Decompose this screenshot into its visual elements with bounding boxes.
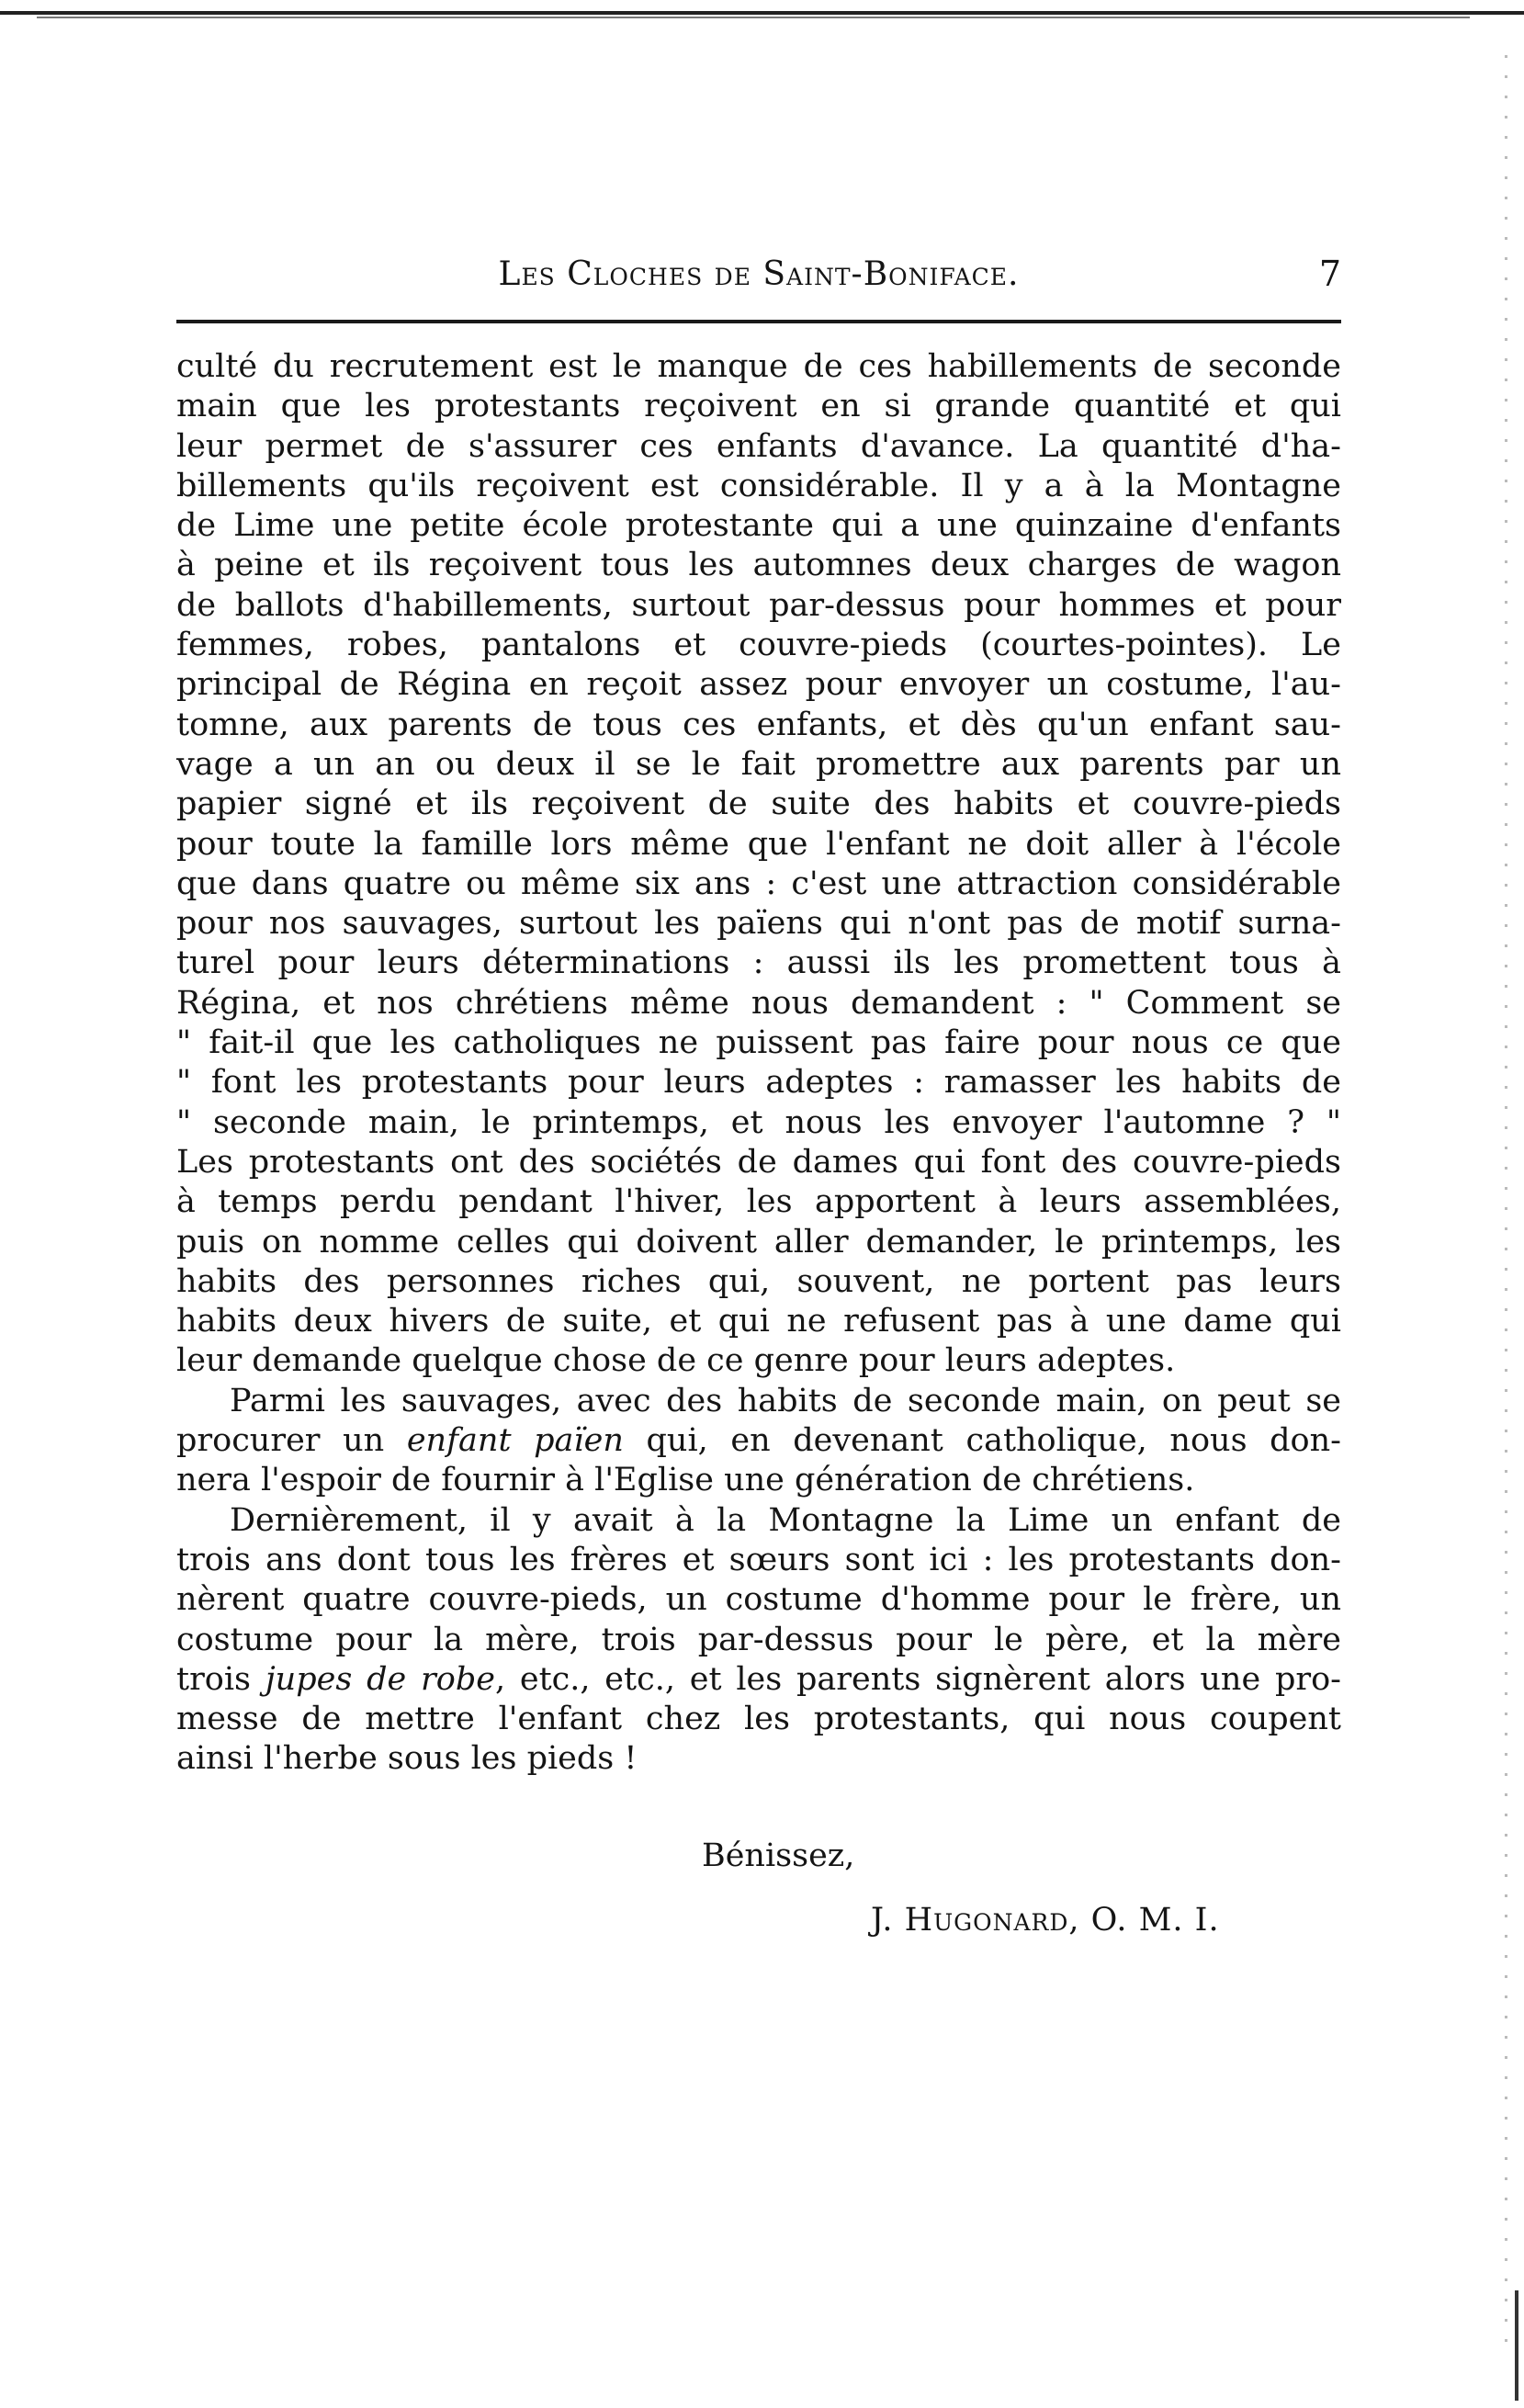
scan-edge-rule bbox=[0, 11, 1524, 15]
text-segment: , etc., etc., et les parents signèrent alors une pro- bbox=[494, 1660, 1341, 1698]
text-line: puis on nomme celles qui doivent aller demander, le printemps, les bbox=[176, 1223, 1341, 1261]
signature: J. Hugonard, O. M. I. bbox=[871, 1902, 1220, 1939]
text-line: de ballots d'habillements, surtout par-dessus pour hommes et pour bbox=[176, 586, 1341, 624]
text-line: habits des personnes riches qui, souvent, ne portent pas leurs bbox=[176, 1262, 1341, 1300]
text-line: turel pour leurs déterminations : aussi ils les promettent tous à bbox=[176, 944, 1341, 982]
text-line: trois ans dont tous les frères et sœurs sont ici : les protestants don- bbox=[176, 1541, 1341, 1578]
text-line: papier signé et ils reçoivent de suite des habits et couvre-pieds bbox=[176, 786, 1341, 823]
text-line bbox=[176, 1421, 1341, 1461]
text-line: " fait-il que les catholiques ne puissent pas faire pour nous ce que bbox=[176, 1024, 1341, 1062]
text-segment: procurer un bbox=[176, 1422, 407, 1460]
body-text bbox=[176, 347, 1341, 1780]
text-line: à temps perdu pendant l'hiver, les apportent à leurs assemblées, bbox=[176, 1183, 1341, 1221]
text-line: messe de mettre l'enfant chez les protestants, qui nous coupent bbox=[176, 1701, 1341, 1738]
scan-right-margin-speckle bbox=[1505, 55, 1507, 2352]
text-line: Régina, et nos chrétiens même nous demandent : " Comment se bbox=[176, 984, 1341, 1022]
text-line: vage a un an ou deux il se le fait promettre aux parents par un bbox=[176, 745, 1341, 783]
text-line: culté du recrutement est le manque de ces habillements de seconde bbox=[176, 348, 1341, 385]
text-line: habits deux hivers de suite, et qui ne refusent pas à une dame qui bbox=[176, 1303, 1341, 1340]
page-header bbox=[176, 250, 1341, 305]
text-line: main que les protestants reçoivent en si grande quantité et qui bbox=[176, 388, 1341, 425]
text-line: leur permet de s'assurer ces enfants d'avance. La quantité d'ha- bbox=[176, 427, 1341, 465]
text-line: Les protestants ont des sociétés de dames qui font des couvre-pieds bbox=[176, 1143, 1341, 1181]
text-line: leur demande quelque chose de ce genre pour leurs adeptes. bbox=[176, 1342, 1176, 1380]
text-line: Parmi les sauvages, avec des habits de seconde main, on peut se bbox=[230, 1382, 1341, 1419]
text-line bbox=[176, 1660, 1341, 1700]
italic-phrase: enfant païen bbox=[406, 1422, 624, 1460]
text-line: pour nos sauvages, surtout les païens qui n'ont pas de motif surna- bbox=[176, 905, 1341, 943]
text-line: femmes, robes, pantalons et couvre-pieds (courtes-pointes). Le bbox=[176, 627, 1341, 664]
text-line: nèrent quatre couvre-pieds, un costume d'homme pour le frère, un bbox=[176, 1581, 1341, 1619]
text-segment: qui, en devenant catholique, nous don- bbox=[623, 1422, 1341, 1460]
text-line: " seconde main, le printemps, et nous les envoyer l'automne ? " bbox=[176, 1103, 1341, 1141]
page-number: 7 bbox=[1318, 254, 1341, 294]
text-segment: trois bbox=[176, 1660, 265, 1698]
scan-edge-rule-faint bbox=[37, 17, 1470, 18]
italic-phrase: jupes de robe bbox=[265, 1660, 495, 1698]
scan-corner-mark bbox=[1496, 2290, 1518, 2401]
text-line: ainsi l'herbe sous les pieds ! bbox=[176, 1740, 638, 1778]
running-title: Les Cloches de Saint-Boniface. bbox=[498, 255, 1020, 293]
text-line: à peine et ils reçoivent tous les automnes deux charges de wagon bbox=[176, 547, 1341, 584]
text-line: Dernièrement, il y avait à la Montagne la Lime un enfant de bbox=[230, 1501, 1341, 1539]
text-line: principal de Régina en reçoit assez pour envoyer un costume, l'au- bbox=[176, 666, 1341, 704]
scan-top-edge bbox=[0, 7, 1524, 22]
text-line: " font les protestants pour leurs adeptes : ramasser les habits de bbox=[176, 1064, 1341, 1102]
text-line: costume pour la mère, trois par-dessus pour le père, et la mère bbox=[176, 1621, 1341, 1658]
text-line: de Lime une petite école protestante qui a une quinzaine d'enfants bbox=[176, 507, 1341, 545]
text-line: pour toute la famille lors même que l'enfant ne doit aller à l'école bbox=[176, 825, 1341, 863]
text-line: nera l'espoir de fournir à l'Eglise une génération de chrétiens. bbox=[176, 1462, 1195, 1499]
text-line: billements qu'ils reçoivent est considérable. Il y a à la Montagne bbox=[176, 467, 1341, 504]
salutation: Bénissez, bbox=[702, 1837, 855, 1874]
text-line: tomne, aux parents de tous ces enfants, et dès qu'un enfant sau- bbox=[176, 706, 1341, 743]
header-rule bbox=[176, 320, 1341, 323]
text-line: que dans quatre ou même six ans : c'est une attraction considérable bbox=[176, 865, 1341, 902]
